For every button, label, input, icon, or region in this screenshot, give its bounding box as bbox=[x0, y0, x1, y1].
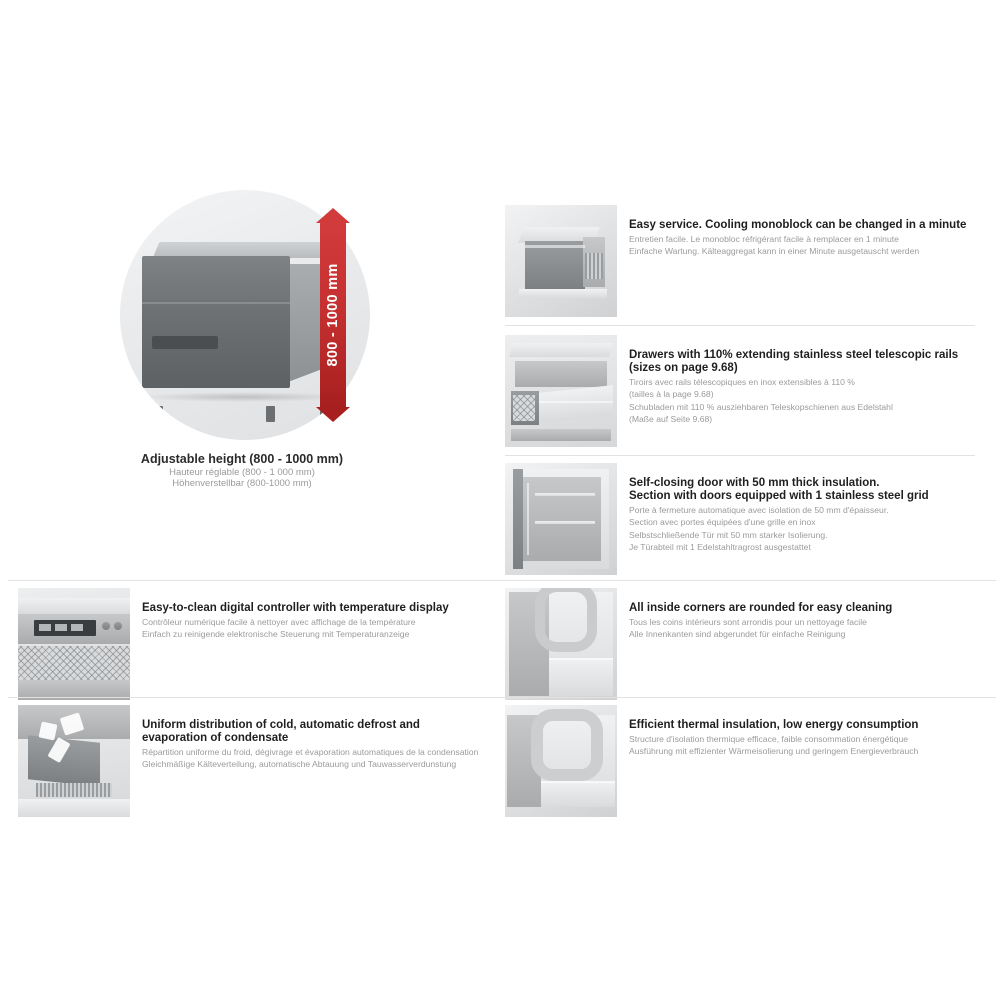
ventilation-grille bbox=[18, 646, 130, 680]
monoblock-base bbox=[519, 289, 607, 298]
line-fr: Répartition uniforme du froid, dégivrage et évaporation automatiques de la condensation bbox=[142, 747, 479, 757]
adjustable-height-figure bbox=[120, 190, 390, 489]
stainless-grid bbox=[535, 521, 595, 524]
headline-en: All inside corners are rounded for easy cleaning bbox=[629, 602, 893, 614]
line-fr-2: (tailles à la page 9.68) bbox=[629, 389, 714, 400]
hero-caption-de: Höhenverstellbar (800-1000 mm) bbox=[172, 478, 312, 489]
headline-en: Efficient thermal insulation, low energy consumption bbox=[629, 719, 919, 731]
divider bbox=[505, 455, 975, 456]
stainless-grid bbox=[535, 493, 595, 496]
feature-telescopic-drawers bbox=[505, 335, 975, 447]
monoblock-body bbox=[525, 241, 585, 289]
interior-floor bbox=[541, 781, 615, 807]
thumbnail-rounded-corners bbox=[505, 588, 617, 700]
headline-en: Easy service. Cooling monoblock can be changed in a minute bbox=[629, 219, 967, 231]
feature-easy-service bbox=[505, 205, 975, 317]
line-de: Alle Innenkanten sind abgerundet für einfache Reinigung bbox=[629, 629, 846, 640]
headline-en: Easy-to-clean digital controller with temperature display bbox=[142, 602, 449, 614]
line-de-2: Je Türabteil mit 1 Edelstahltragrost ausgestattet bbox=[629, 542, 811, 553]
panel-seam bbox=[142, 302, 290, 304]
feature-uniform-cold bbox=[18, 705, 488, 817]
drawer-handle bbox=[152, 336, 218, 349]
feature-rounded-corners bbox=[505, 588, 975, 700]
headline-en: Drawers with 110% extending stainless steel telescopic rails bbox=[629, 349, 959, 361]
temperature-display bbox=[34, 620, 96, 636]
line-fr: Structure d'isolation thermique efficace, faible consommation énergétique bbox=[629, 734, 909, 744]
thumbnail-evaporator bbox=[18, 705, 130, 817]
air-outlet-grille bbox=[36, 783, 112, 797]
line-de: Ausführung mit effizienter Wärmeisolierung und geringem Energieverbrauch bbox=[629, 746, 919, 757]
line-de: Schubladen mit 110 % ausziehbaren Teleskopschienen aus Edelstahl bbox=[629, 401, 893, 412]
counter-edge bbox=[18, 598, 130, 614]
thumbnail-drawers bbox=[505, 335, 617, 447]
line-fr: Contrôleur numérique facile à nettoyer avec affichage de la température bbox=[142, 617, 416, 627]
headline-en: Uniform distribution of cold, automatic defrost and evaporation of condensate bbox=[142, 719, 420, 744]
thumbnail-insulation bbox=[505, 705, 617, 817]
drawer-top-edge bbox=[509, 343, 612, 357]
drawer-lower bbox=[511, 429, 611, 441]
feature-digital-controller bbox=[18, 588, 488, 700]
line-de-2: (Maße auf Seite 9.68) bbox=[629, 414, 713, 425]
adjustable-foot bbox=[266, 406, 275, 422]
line-fr: Tous les coins intérieurs sont arrondis pour un nettoyage facile bbox=[629, 617, 867, 627]
hero-caption bbox=[42, 452, 442, 489]
frost-detail bbox=[39, 722, 58, 741]
thumbnail-cooling-monoblock bbox=[505, 205, 617, 317]
divider bbox=[8, 697, 996, 698]
adjustable-foot bbox=[154, 406, 163, 422]
feature-text-self-closing-door bbox=[617, 463, 929, 553]
headline-en: Self-closing door with 50 mm thick insulation. bbox=[629, 477, 880, 489]
feature-text-rounded-corners bbox=[617, 588, 892, 640]
door-hinge-edge bbox=[513, 469, 523, 569]
line-fr: Entretien facile. Le monobloc réfrigérant facile à remplacer en 1 minute bbox=[629, 234, 899, 244]
rail-detail bbox=[513, 395, 535, 421]
feature-text-uniform-cold bbox=[130, 705, 488, 770]
control-button bbox=[114, 622, 122, 630]
drawer-upper bbox=[515, 361, 607, 387]
base-panel bbox=[18, 799, 130, 817]
hero-caption-fr: Hauteur réglable (800 - 1 000 mm) bbox=[169, 467, 315, 478]
height-gauge bbox=[316, 208, 350, 422]
line-de: Selbstschließende Tür mit 50 mm starker Isolierung. bbox=[629, 529, 828, 540]
headline-en-2: Section with doors equipped with 1 stainless steel grid bbox=[629, 490, 929, 502]
door-inner bbox=[521, 477, 601, 561]
headline-en-2: (sizes on page 9.68) bbox=[629, 362, 738, 374]
condenser-vent bbox=[585, 253, 603, 279]
hero-caption-en: Adjustable height (800 - 1000 mm) bbox=[140, 452, 344, 466]
feature-text-easy-service bbox=[617, 205, 966, 257]
line-fr: Porte à fermeture automatique avec isolation de 50 mm d'épaisseur. bbox=[629, 505, 889, 515]
line-fr-2: Section avec portes équipées d'une grille en inox bbox=[629, 517, 816, 528]
control-button bbox=[102, 622, 110, 630]
feature-thermal-insulation bbox=[505, 705, 975, 817]
arrow-up-icon bbox=[316, 208, 350, 223]
divider bbox=[8, 580, 996, 581]
thumbnail-controller bbox=[18, 588, 130, 700]
height-range-label: 800 - 1000 mm bbox=[325, 263, 341, 367]
feature-self-closing-door bbox=[505, 463, 975, 575]
insulation-corner bbox=[531, 709, 603, 781]
divider bbox=[505, 325, 975, 326]
line-de: Einfach zu reinigende elektronische Steuerung mit Temperaturanzeige bbox=[142, 629, 410, 640]
feature-text-digital-controller bbox=[130, 588, 449, 640]
arrow-down-icon bbox=[316, 407, 350, 422]
thumbnail-door-section bbox=[505, 463, 617, 575]
feature-text-thermal-insulation bbox=[617, 705, 918, 757]
line-de: Gleichmäßige Kälteverteilung, automatische Abtauung und Tauwasserverdunstung bbox=[142, 759, 457, 770]
rounded-corner-detail bbox=[535, 588, 597, 652]
line-fr: Tiroirs avec rails télescopiques en inox extensibles à 110 % bbox=[629, 377, 855, 387]
counter-front-panel bbox=[142, 256, 290, 388]
interior-floor bbox=[549, 658, 613, 696]
feature-text-telescopic-drawers bbox=[617, 335, 958, 425]
line-de: Einfache Wartung. Kälteaggregat kann in einer Minute ausgetauscht werden bbox=[629, 246, 920, 257]
